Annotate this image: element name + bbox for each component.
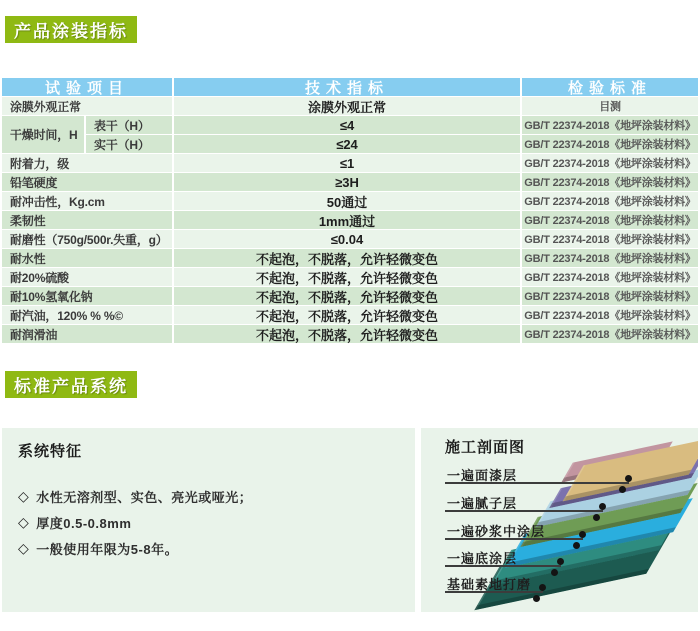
table-cell-value: ≤0.04 xyxy=(174,230,520,248)
table-cell-item: 涂膜外观正常 xyxy=(2,97,172,115)
spec-table xyxy=(2,78,698,344)
table-cell-value: ≥3H xyxy=(174,173,520,191)
table-cell-value: 1mm通过 xyxy=(174,211,520,229)
table-cell-item: 铅笔硬度 xyxy=(2,173,172,191)
construction-section-diagram-panel xyxy=(421,428,698,612)
layer-label: 一遍底涂层 xyxy=(447,551,518,566)
leader-dot-icon xyxy=(551,569,558,576)
table-cell-value: ≤4 xyxy=(174,116,520,134)
leader-dot-icon xyxy=(625,475,632,482)
section-banner-label: 标准产品系统 xyxy=(14,377,128,396)
table-cell-item: 干燥时间，H xyxy=(2,116,84,153)
table-cell-standard: GB/T 22374-2018《地坪涂装材料》 xyxy=(522,268,698,286)
table-cell-value: 不起泡，不脱落，允许轻微变色 xyxy=(174,249,520,267)
feature-text: 厚度0.5-0.8mm xyxy=(36,516,132,531)
table-cell-standard: GB/T 22374-2018《地坪涂装材料》 xyxy=(522,325,698,343)
section-banner-product-coating-index xyxy=(5,16,137,43)
table-cell-value: 不起泡，不脱落，允许轻微变色 xyxy=(174,325,520,343)
table-cell-item: 耐磨性（750g/500r.失重，g） xyxy=(2,230,172,248)
table-cell-value: 不起泡，不脱落，允许轻微变色 xyxy=(174,268,520,286)
leader-dot-icon xyxy=(593,514,600,521)
feature-item xyxy=(18,487,252,506)
leader-dot-icon xyxy=(533,595,540,602)
features-title: 系统特征 xyxy=(18,443,83,460)
table-cell-item: 耐水性 xyxy=(2,249,172,267)
table-cell-standard: GB/T 22374-2018《地坪涂装材料》 xyxy=(522,306,698,324)
section-banner-standard-product-system xyxy=(5,371,137,398)
diamond-bullet-icon: ◇ xyxy=(18,540,30,556)
leader-dot-icon xyxy=(579,531,586,538)
table-cell-value: 不起泡，不脱落，允许轻微变色 xyxy=(174,306,520,324)
table-cell-item: 耐20%硫酸 xyxy=(2,268,172,286)
feature-text: 水性无溶剂型、实色、亮光或哑光； xyxy=(36,490,253,505)
diamond-bullet-icon: ◇ xyxy=(18,488,30,504)
table-cell-standard: GB/T 22374-2018《地坪涂装材料》 xyxy=(522,211,698,229)
feature-item xyxy=(18,513,131,532)
table-cell-item: 耐10%氢氧化钠 xyxy=(2,287,172,305)
leader-dot-icon xyxy=(599,503,606,510)
table-cell-item: 耐汽油，120% % %© xyxy=(2,306,172,324)
table-cell-item: 耐冲击性，Kg.cm xyxy=(2,192,172,210)
feature-item xyxy=(18,539,178,558)
system-features-panel xyxy=(2,428,415,612)
table-cell-item: 耐润滑油 xyxy=(2,325,172,343)
leader-dot-icon xyxy=(619,486,626,493)
layer-label: 一遍腻子层 xyxy=(447,496,518,511)
leader-dot-icon xyxy=(539,584,546,591)
table-cell-standard: GB/T 22374-2018《地坪涂装材料》 xyxy=(522,173,698,191)
diagram-canvas xyxy=(421,428,698,612)
table-cell-standard: GB/T 22374-2018《地坪涂装材料》 xyxy=(522,135,698,153)
table-cell-value: ≤1 xyxy=(174,154,520,172)
table-cell-subitem: 表干（H） xyxy=(86,116,172,134)
table-header-technical-index: 技术指标 xyxy=(174,78,520,96)
section-banner-label: 产品涂装指标 xyxy=(14,22,128,41)
table-cell-subitem: 实干（H） xyxy=(86,135,172,153)
table-cell-value: 50通过 xyxy=(174,192,520,210)
feature-text: 一般使用年限为5-8年。 xyxy=(36,542,179,557)
table-cell-standard: GB/T 22374-2018《地坪涂装材料》 xyxy=(522,192,698,210)
table-cell-item: 附着力，级 xyxy=(2,154,172,172)
diamond-bullet-icon: ◇ xyxy=(18,514,30,530)
diagram-title: 施工剖面图 xyxy=(445,439,526,456)
table-header-inspection-standard: 检验标准 xyxy=(522,78,698,96)
leader-dot-icon xyxy=(573,542,580,549)
layer-label: 一遍砂浆中涂层 xyxy=(447,524,546,539)
table-cell-value: 涂膜外观正常 xyxy=(174,97,520,115)
table-cell-standard: 目测 xyxy=(522,97,698,115)
table-cell-value: 不起泡，不脱落，允许轻微变色 xyxy=(174,287,520,305)
table-header-test-item: 试验项目 xyxy=(2,78,172,96)
table-cell-standard: GB/T 22374-2018《地坪涂装材料》 xyxy=(522,249,698,267)
table-cell-standard: GB/T 22374-2018《地坪涂装材料》 xyxy=(522,230,698,248)
layer-label: 基础素地打磨 xyxy=(447,577,532,592)
table-cell-standard: GB/T 22374-2018《地坪涂装材料》 xyxy=(522,287,698,305)
leader-dot-icon xyxy=(557,558,564,565)
table-cell-standard: GB/T 22374-2018《地坪涂装材料》 xyxy=(522,154,698,172)
table-cell-value: ≤24 xyxy=(174,135,520,153)
table-cell-item: 柔韧性 xyxy=(2,211,172,229)
table-cell-standard: GB/T 22374-2018《地坪涂装材料》 xyxy=(522,116,698,134)
layer-label: 一遍面漆层 xyxy=(447,468,518,483)
